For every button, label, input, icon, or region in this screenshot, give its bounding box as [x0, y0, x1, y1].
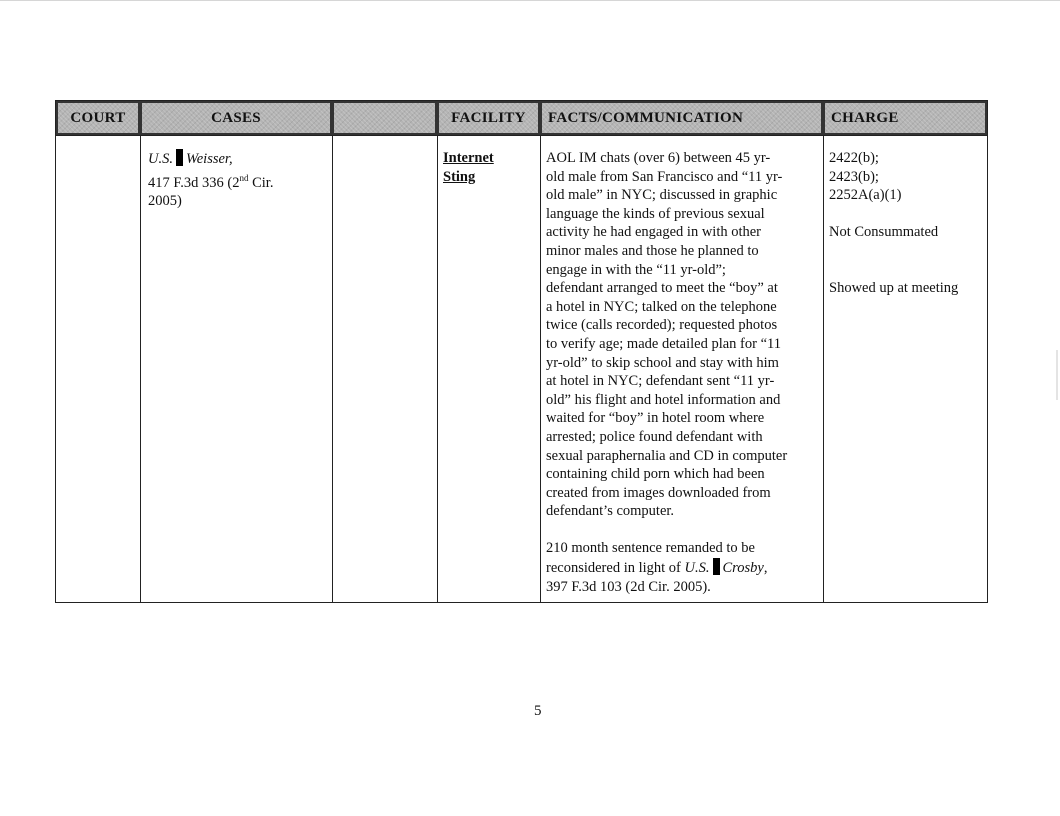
scan-edge-mark: [1056, 350, 1058, 400]
column-divider: [332, 135, 333, 603]
facts-line: yr-old” to skip school and stay with him: [546, 354, 779, 371]
charge-code: 2252A(a)(1): [829, 187, 902, 204]
facts-line: containing child porn which had been: [546, 466, 765, 483]
header-facts-communication: FACTS/COMMUNICATION: [540, 101, 823, 135]
column-divider: [540, 135, 541, 603]
case-party: Weisser,: [185, 151, 233, 167]
sentence-case-party: Crosby: [722, 560, 764, 577]
facts-line: minor males and those he planned to: [546, 242, 759, 259]
case-cite-volume: 417 F.3d 336 (2: [148, 174, 240, 191]
column-divider: [823, 135, 824, 603]
sentence-line: 210 month sentence remanded to be: [546, 540, 755, 557]
case-citation: [148, 149, 328, 211]
facts-line: arrested; police found defendant with: [546, 428, 763, 445]
facts-line: activity he had engaged in with other: [546, 224, 762, 241]
sentence-case-prefix: U.S.: [684, 560, 710, 577]
sentence-text: reconsidered in light of: [546, 560, 685, 577]
facts-line: twice (calls recorded); requested photos: [546, 317, 778, 334]
sentence-line-2: [546, 558, 818, 578]
facts-line: language the kinds of previous sexual: [546, 205, 765, 222]
facts-line: defendant’s computer.: [546, 503, 675, 520]
facility-line: Sting: [443, 168, 476, 185]
header-blank: [332, 101, 437, 135]
table-header-row: [56, 101, 987, 136]
charge-status: Not Consummated: [829, 224, 939, 241]
page-number: 5: [534, 703, 542, 719]
case-cite-ordinal: nd: [239, 172, 249, 183]
facility-line: Internet: [443, 150, 494, 166]
facts-line: old” his flight and hotel information and: [546, 391, 781, 408]
header-court: COURT: [56, 101, 140, 135]
redaction-mark: [713, 558, 720, 575]
header-cases: CASES: [140, 101, 332, 135]
header-charge: CHARGE: [823, 101, 987, 135]
charge-code: 2422(b);: [829, 150, 879, 166]
column-divider: [140, 135, 141, 603]
facts-line: waited for “boy” in hotel room where: [546, 410, 765, 427]
case-table: [55, 100, 988, 603]
column-divider: [437, 135, 438, 603]
case-year: 2005): [148, 193, 182, 210]
facility-value: [443, 149, 535, 186]
facts-line: sexual paraphernalia and CD in computer: [546, 447, 788, 464]
charge-gap: [829, 261, 985, 280]
charge-text: [829, 149, 985, 298]
facts-line: engage in with the “11 yr-old”;: [546, 261, 726, 278]
charge-code: 2423(b);: [829, 168, 879, 185]
case-prefix: U.S.: [148, 151, 173, 167]
facts-line: defendant arranged to meet the “boy” at: [546, 280, 778, 297]
paragraph-gap: [546, 521, 818, 540]
case-cite-court: Cir.: [248, 174, 274, 191]
facts-line: old male” in NYC; discussed in graphic: [546, 187, 778, 204]
page-top-edge: [0, 0, 1060, 1]
facts-line: old male from San Francisco and “11 yr-: [546, 168, 783, 185]
charge-meeting-note: Showed up at meeting: [829, 280, 959, 297]
facts-communication-text: [546, 149, 818, 596]
sentence-citation: 397 F.3d 103 (2d Cir. 2005).: [546, 578, 711, 595]
charge-gap: [829, 205, 985, 224]
header-facility: FACILITY: [437, 101, 540, 135]
charge-gap: [829, 242, 985, 261]
facts-line: to verify age; made detailed plan for “11: [546, 335, 781, 352]
facts-line: at hotel in NYC; defendant sent “11 yr-: [546, 373, 775, 390]
facts-line: a hotel in NYC; talked on the telephone: [546, 298, 777, 315]
redaction-mark: [176, 149, 183, 166]
facts-line: created from images downloaded from: [546, 484, 771, 501]
facts-line: AOL IM chats (over 6) between 45 yr-: [546, 150, 771, 166]
sentence-punct: ,: [763, 560, 768, 577]
